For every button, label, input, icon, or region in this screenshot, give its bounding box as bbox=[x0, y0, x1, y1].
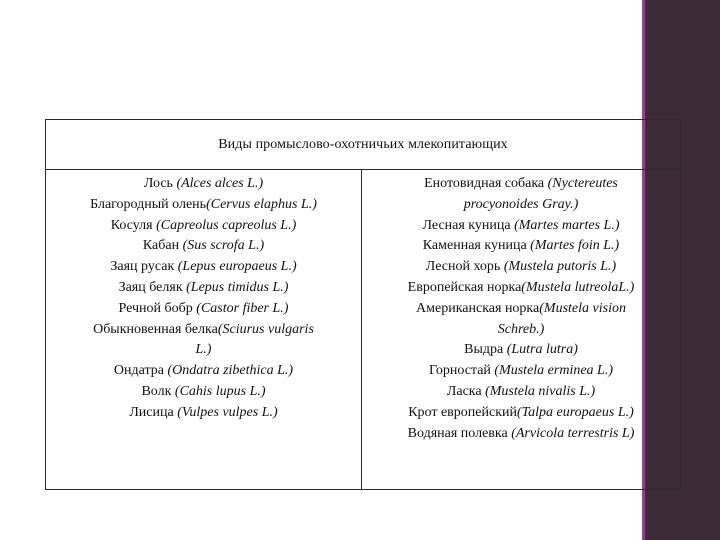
species-latin-name: (Alces alces L.) bbox=[176, 176, 264, 191]
species-common-name: Лесной хорь bbox=[425, 259, 504, 275]
species-row bbox=[46, 236, 361, 257]
species-row bbox=[362, 216, 680, 237]
species-row bbox=[46, 361, 361, 382]
species-row bbox=[362, 278, 680, 299]
species-latin-name: (Capreolus capreolus L.) bbox=[156, 217, 297, 233]
species-latin-name: (Martes martes L.) bbox=[514, 217, 620, 233]
species-latin-name: (Mustela lutreolaL.) bbox=[521, 279, 635, 295]
species-latin-name: L.) bbox=[195, 342, 212, 358]
species-common-name: Речной бобр bbox=[118, 300, 197, 316]
table-header-title: Виды промыслово-охотничьих млекопитающих bbox=[218, 136, 508, 152]
species-row bbox=[46, 174, 361, 195]
species-latin-name: (Lepus timidus L.) bbox=[186, 279, 289, 295]
species-latin-name: (Mustela nivalis L.) bbox=[485, 383, 596, 399]
species-common-name: Горностай bbox=[428, 363, 495, 379]
species-row bbox=[46, 299, 361, 320]
species-row bbox=[46, 257, 361, 278]
species-latin-name: (Sciurus vulgaris bbox=[217, 321, 314, 337]
species-latin-name: (Mustela vision bbox=[539, 300, 626, 316]
species-common-name: Ласка bbox=[446, 383, 486, 399]
species-latin-name: (Nyctereutes bbox=[547, 176, 618, 191]
species-row bbox=[362, 361, 680, 382]
species-latin-name: (Martes foin L.) bbox=[530, 238, 620, 254]
species-table bbox=[45, 119, 681, 490]
right-species-column bbox=[362, 170, 680, 489]
species-row bbox=[362, 382, 680, 403]
species-common-name: Заяц беляк bbox=[118, 279, 187, 295]
species-row bbox=[362, 257, 680, 278]
species-common-name: Каменная куница bbox=[422, 238, 531, 254]
species-latin-name: (Cahis lupus L.) bbox=[174, 383, 266, 399]
species-row bbox=[362, 424, 680, 445]
species-common-name: Лисица bbox=[129, 404, 178, 420]
species-latin-name: Schreb.) bbox=[497, 321, 545, 337]
species-latin-name: (Ondatra zibethica L.) bbox=[167, 363, 294, 379]
species-common-name: Ондатра bbox=[113, 363, 168, 379]
species-common-name: Европейская норка bbox=[407, 279, 522, 295]
species-row bbox=[362, 195, 680, 216]
species-row bbox=[362, 320, 680, 341]
species-latin-name: (Lepus europaeus L.) bbox=[177, 259, 297, 275]
species-latin-name: (Mustela putoris L.) bbox=[503, 259, 617, 275]
species-latin-name: procyonoides Gray.) bbox=[463, 196, 579, 212]
species-common-name: Водяная полевка bbox=[407, 425, 512, 441]
species-row bbox=[46, 195, 361, 216]
species-common-name: Выдра bbox=[464, 342, 507, 358]
species-row bbox=[46, 340, 361, 361]
species-row bbox=[46, 382, 361, 403]
species-common-name: Обыкновенная белка bbox=[93, 321, 218, 337]
species-latin-name: (Castor fiber L.) bbox=[196, 300, 289, 316]
species-latin-name: (Vulpes vulpes L.) bbox=[177, 404, 278, 420]
species-common-name: Американская норка bbox=[416, 300, 540, 316]
species-row bbox=[362, 403, 680, 424]
species-row bbox=[362, 174, 680, 195]
species-row bbox=[362, 236, 680, 257]
species-latin-name: (Cervus elaphus L.) bbox=[206, 196, 317, 212]
species-row bbox=[46, 216, 361, 237]
table-header bbox=[46, 120, 680, 170]
species-latin-name: (Mustela erminea L.) bbox=[494, 363, 613, 379]
species-common-name: Кабан bbox=[142, 238, 183, 254]
species-row bbox=[46, 278, 361, 299]
species-row bbox=[46, 320, 361, 341]
species-row bbox=[362, 340, 680, 361]
species-row bbox=[362, 299, 680, 320]
species-common-name: Лось bbox=[143, 176, 177, 191]
left-species-column bbox=[46, 170, 362, 489]
species-common-name: Лесная куница bbox=[422, 217, 515, 233]
species-common-name: Заяц русак bbox=[110, 259, 178, 275]
species-common-name: Косуля bbox=[110, 217, 157, 233]
species-latin-name: (Sus scrofa L.) bbox=[182, 238, 265, 254]
species-latin-name: (Arvicola terrestris L) bbox=[511, 425, 635, 441]
species-latin-name: (Talpa europaeus L.) bbox=[516, 404, 634, 420]
species-common-name: Волк bbox=[141, 383, 175, 399]
species-common-name: Крот европейский bbox=[408, 404, 517, 420]
species-latin-name: (Lutra lutra) bbox=[506, 342, 578, 358]
species-common-name: Енотовидная собака bbox=[424, 176, 548, 191]
species-row bbox=[46, 403, 361, 424]
species-common-name: Благородный олень bbox=[90, 196, 207, 212]
